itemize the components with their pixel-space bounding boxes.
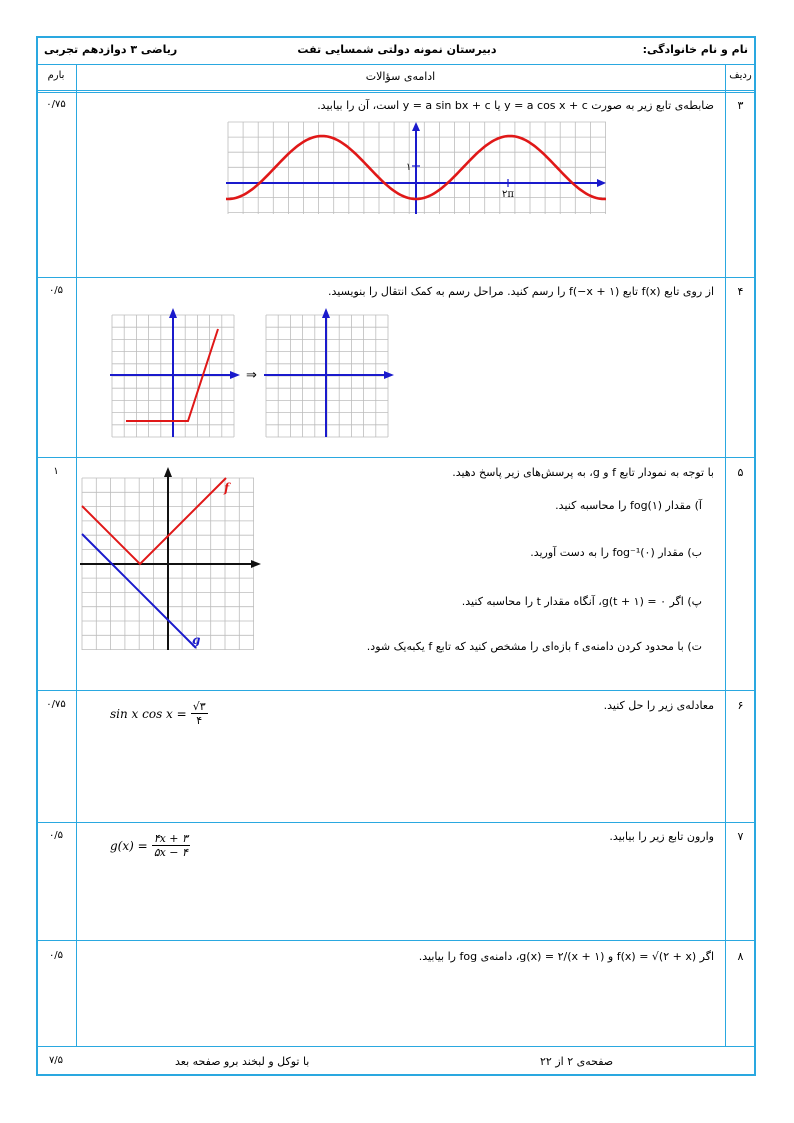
y-axis-arrow xyxy=(169,308,177,318)
question-score: ۱ xyxy=(53,466,59,477)
transform-arrow: ⇒ xyxy=(246,368,257,383)
y-tick-label: ۱ xyxy=(406,162,412,173)
score-column-divider xyxy=(76,64,77,1046)
x-tick-label: ۲π xyxy=(502,189,514,200)
question-number: ۴ xyxy=(737,285,744,298)
footer-divider xyxy=(36,1046,756,1047)
question-text: با توجه به نمودار تابع f و g، به پرسش‌های زیر پاسخ دهید. xyxy=(452,466,714,479)
score-column-header: بارم xyxy=(47,70,65,81)
row-divider xyxy=(36,822,756,823)
course-title: ریاضی ۳ دوازدهم تجربی xyxy=(44,43,178,56)
question-score: ۰/۷۵ xyxy=(46,699,66,710)
question-score: ۰/۵ xyxy=(48,830,64,841)
question-text: از روی تابع f(x) تابع f(−x + ۱) را رسم کنید. مراحل رسم به کمک انتقال را بنویسید. xyxy=(328,285,714,298)
question-text: ضابطه‌ی تابع زیر به صورت y = a cos x + c یا y = a sin bx + c است، آن را بیابید. xyxy=(317,99,714,112)
equation xyxy=(110,832,190,859)
f-label: f xyxy=(224,481,230,495)
footer-note: با توکل و لبخند برو صفحه بعد xyxy=(175,1055,310,1068)
f-graph xyxy=(108,305,244,439)
row-divider xyxy=(36,940,756,941)
fraction-denominator: ۵x − ۴ xyxy=(153,846,188,859)
cosine-graph xyxy=(226,120,608,216)
answer-graph xyxy=(262,305,398,439)
row-divider xyxy=(36,277,756,278)
page-number: صفحه‌ی ۲ از ۲۲ xyxy=(540,1055,614,1068)
question-number: ۵ xyxy=(737,466,744,479)
question-score: ۰/۵ xyxy=(48,285,64,296)
question-part: پ) اگر g(t + ۱) = ۰، آنگاه مقدار t را محاسبه کنید. xyxy=(461,595,702,608)
question-number: ۷ xyxy=(737,830,744,843)
fraction-numerator: √۳ xyxy=(192,700,206,713)
school-title: دبیرستان نمونه دولتی شمسایی تفت xyxy=(297,43,497,56)
fg-graph xyxy=(80,464,262,654)
y-axis-arrow xyxy=(322,308,330,318)
question-score: ۰/۷۵ xyxy=(46,99,66,110)
fraction xyxy=(191,700,208,727)
total-score: ۷/۵ xyxy=(48,1055,64,1066)
equation-left: g(x) = xyxy=(110,838,148,853)
x-axis-arrow xyxy=(384,371,394,379)
y-axis-arrow xyxy=(412,122,420,131)
questions-column-header: ادامه‌ی سؤالات xyxy=(365,70,436,83)
question-part: ب) مقدار fog⁻¹(۰) را به دست آورید. xyxy=(530,546,702,559)
fraction-denominator: ۴ xyxy=(196,714,203,727)
x-axis-arrow xyxy=(230,371,240,379)
question-number: ۶ xyxy=(737,699,744,712)
question-score: ۰/۵ xyxy=(48,950,64,961)
y-axis-arrow xyxy=(164,467,172,477)
equation xyxy=(110,700,208,727)
x-axis-arrow xyxy=(251,560,261,568)
row-column-header: ردیف xyxy=(729,70,752,81)
fraction xyxy=(152,832,190,859)
question-text: معادله‌ی زیر را حل کنید. xyxy=(603,699,714,712)
fraction-numerator: ۴x + ۳ xyxy=(153,832,188,845)
question-text: وارون تابع زیر را بیابید. xyxy=(609,830,714,843)
equation-left: sin x cos x = xyxy=(110,706,187,721)
question-number: ۸ xyxy=(737,950,744,963)
name-label: نام و نام خانوادگی: xyxy=(642,43,748,56)
row-divider xyxy=(36,690,756,691)
question-part: ت) با محدود کردن دامنه‌ی f بازه‌ای را مشخص کنید که تابع f یکبه‌یک شود. xyxy=(366,640,702,653)
columns-divider xyxy=(36,90,756,93)
g-label: g xyxy=(192,633,201,647)
row-divider xyxy=(36,457,756,458)
question-part: آ) مقدار fog(۱) را محاسبه کنید. xyxy=(555,499,702,512)
x-axis-arrow xyxy=(597,179,606,187)
question-number: ۳ xyxy=(737,99,744,112)
header-divider xyxy=(36,64,756,65)
row-column-divider xyxy=(725,64,726,1046)
question-text: اگر f(x) = √(۲ + x) و g(x) = ۲/(x + ۱)، دامنه‌ی fog را بیابید. xyxy=(418,950,714,963)
